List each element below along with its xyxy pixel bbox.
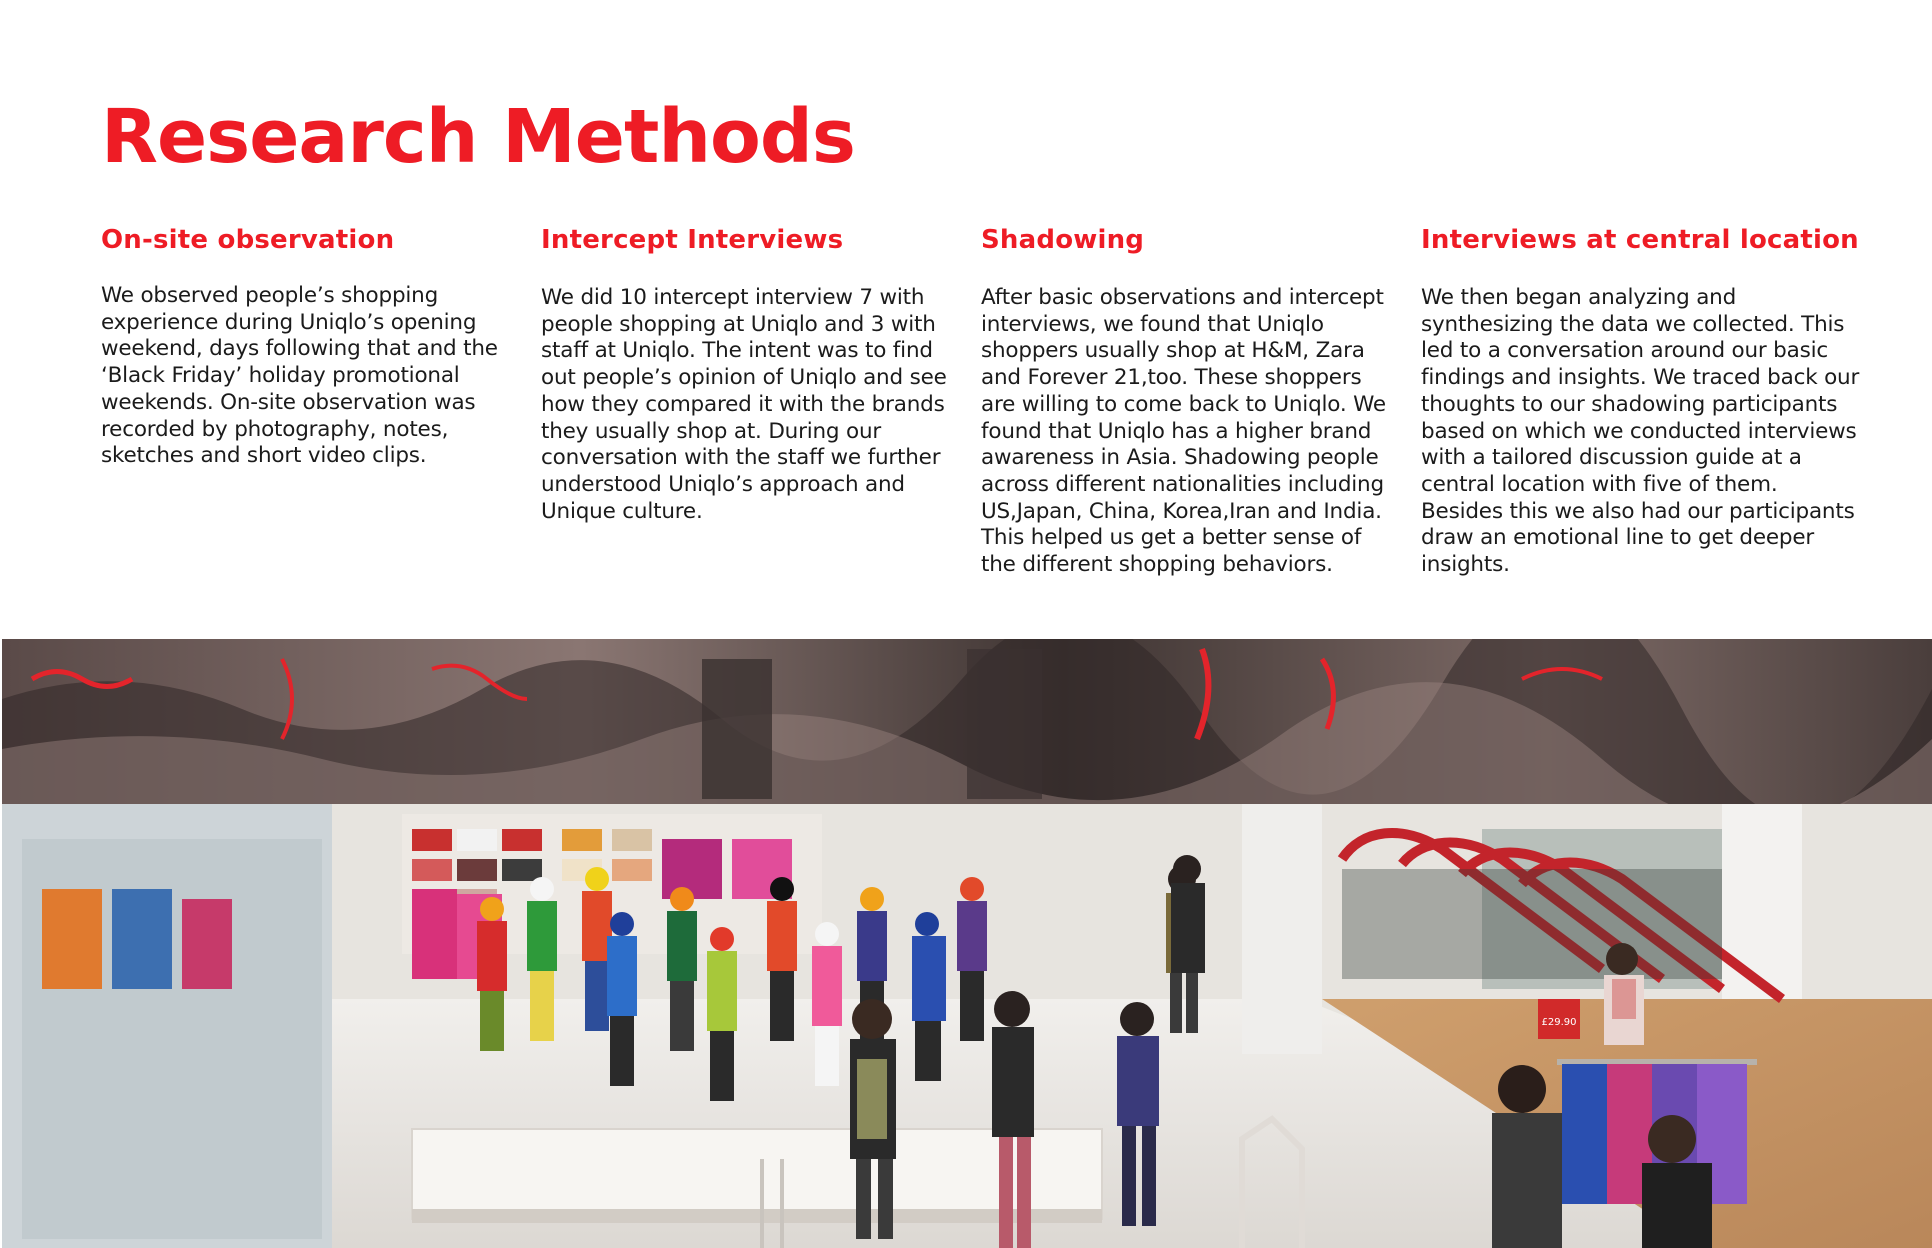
section-intercept-interviews bbox=[541, 222, 961, 524]
section-shadowing bbox=[981, 222, 1401, 578]
section-central-location-interviews bbox=[1421, 222, 1861, 578]
store-interior-illustration bbox=[2, 639, 1932, 1248]
section-on-site-observation bbox=[101, 222, 521, 469]
section-heading: On-site observation bbox=[101, 225, 395, 255]
section-heading: Intercept Interviews bbox=[541, 225, 844, 255]
section-body: We then began analyzing and synthesizing the data we collected. This led to a conversation around our basic findings and insights. We traced back our thoughts to our shadowing participants based on which we conducted interviews with a tailored discussion guide at a central location with five of them. Besides this we also had our participants draw an emotional line to get deeper insights. bbox=[1421, 285, 1860, 578]
price-tag-text: £29.90 bbox=[1541, 1017, 1577, 1028]
store-interior-photo bbox=[2, 639, 1932, 1248]
section-heading: Interviews at central location bbox=[1421, 225, 1859, 255]
section-body: After basic observations and intercept interviews, we found that Uniqlo shoppers usually shop at H&M, Zara and Forever 21,too. These shoppers are willing to come back to Uniqlo. We found that Uniqlo has a higher brand awareness in Asia. Shadowing people across different nationalities including US,Japan, China, Korea,Iran and India. This helped us get a better sense of the different shopping behaviors. bbox=[981, 285, 1386, 578]
section-body: We observed people’s shopping experience during Uniqlo’s opening weekend, days following that and the ‘Black Friday’ holiday promotional weekends. On-site observation was recorded by photography, notes, sketches and short video clips. bbox=[101, 283, 498, 469]
section-body: We did 10 intercept interview 7 with people shopping at Uniqlo and 3 with staff at Uniqlo. The intent was to find out people’s opinion of Uniqlo and see how they compared it with the brands they usually shop at. During our conversation with the staff we further understood Uniqlo’s approach and Unique culture. bbox=[541, 285, 947, 524]
section-heading: Shadowing bbox=[981, 225, 1145, 255]
page-title: Research Methods bbox=[101, 94, 855, 180]
display-platform bbox=[412, 1129, 1102, 1219]
